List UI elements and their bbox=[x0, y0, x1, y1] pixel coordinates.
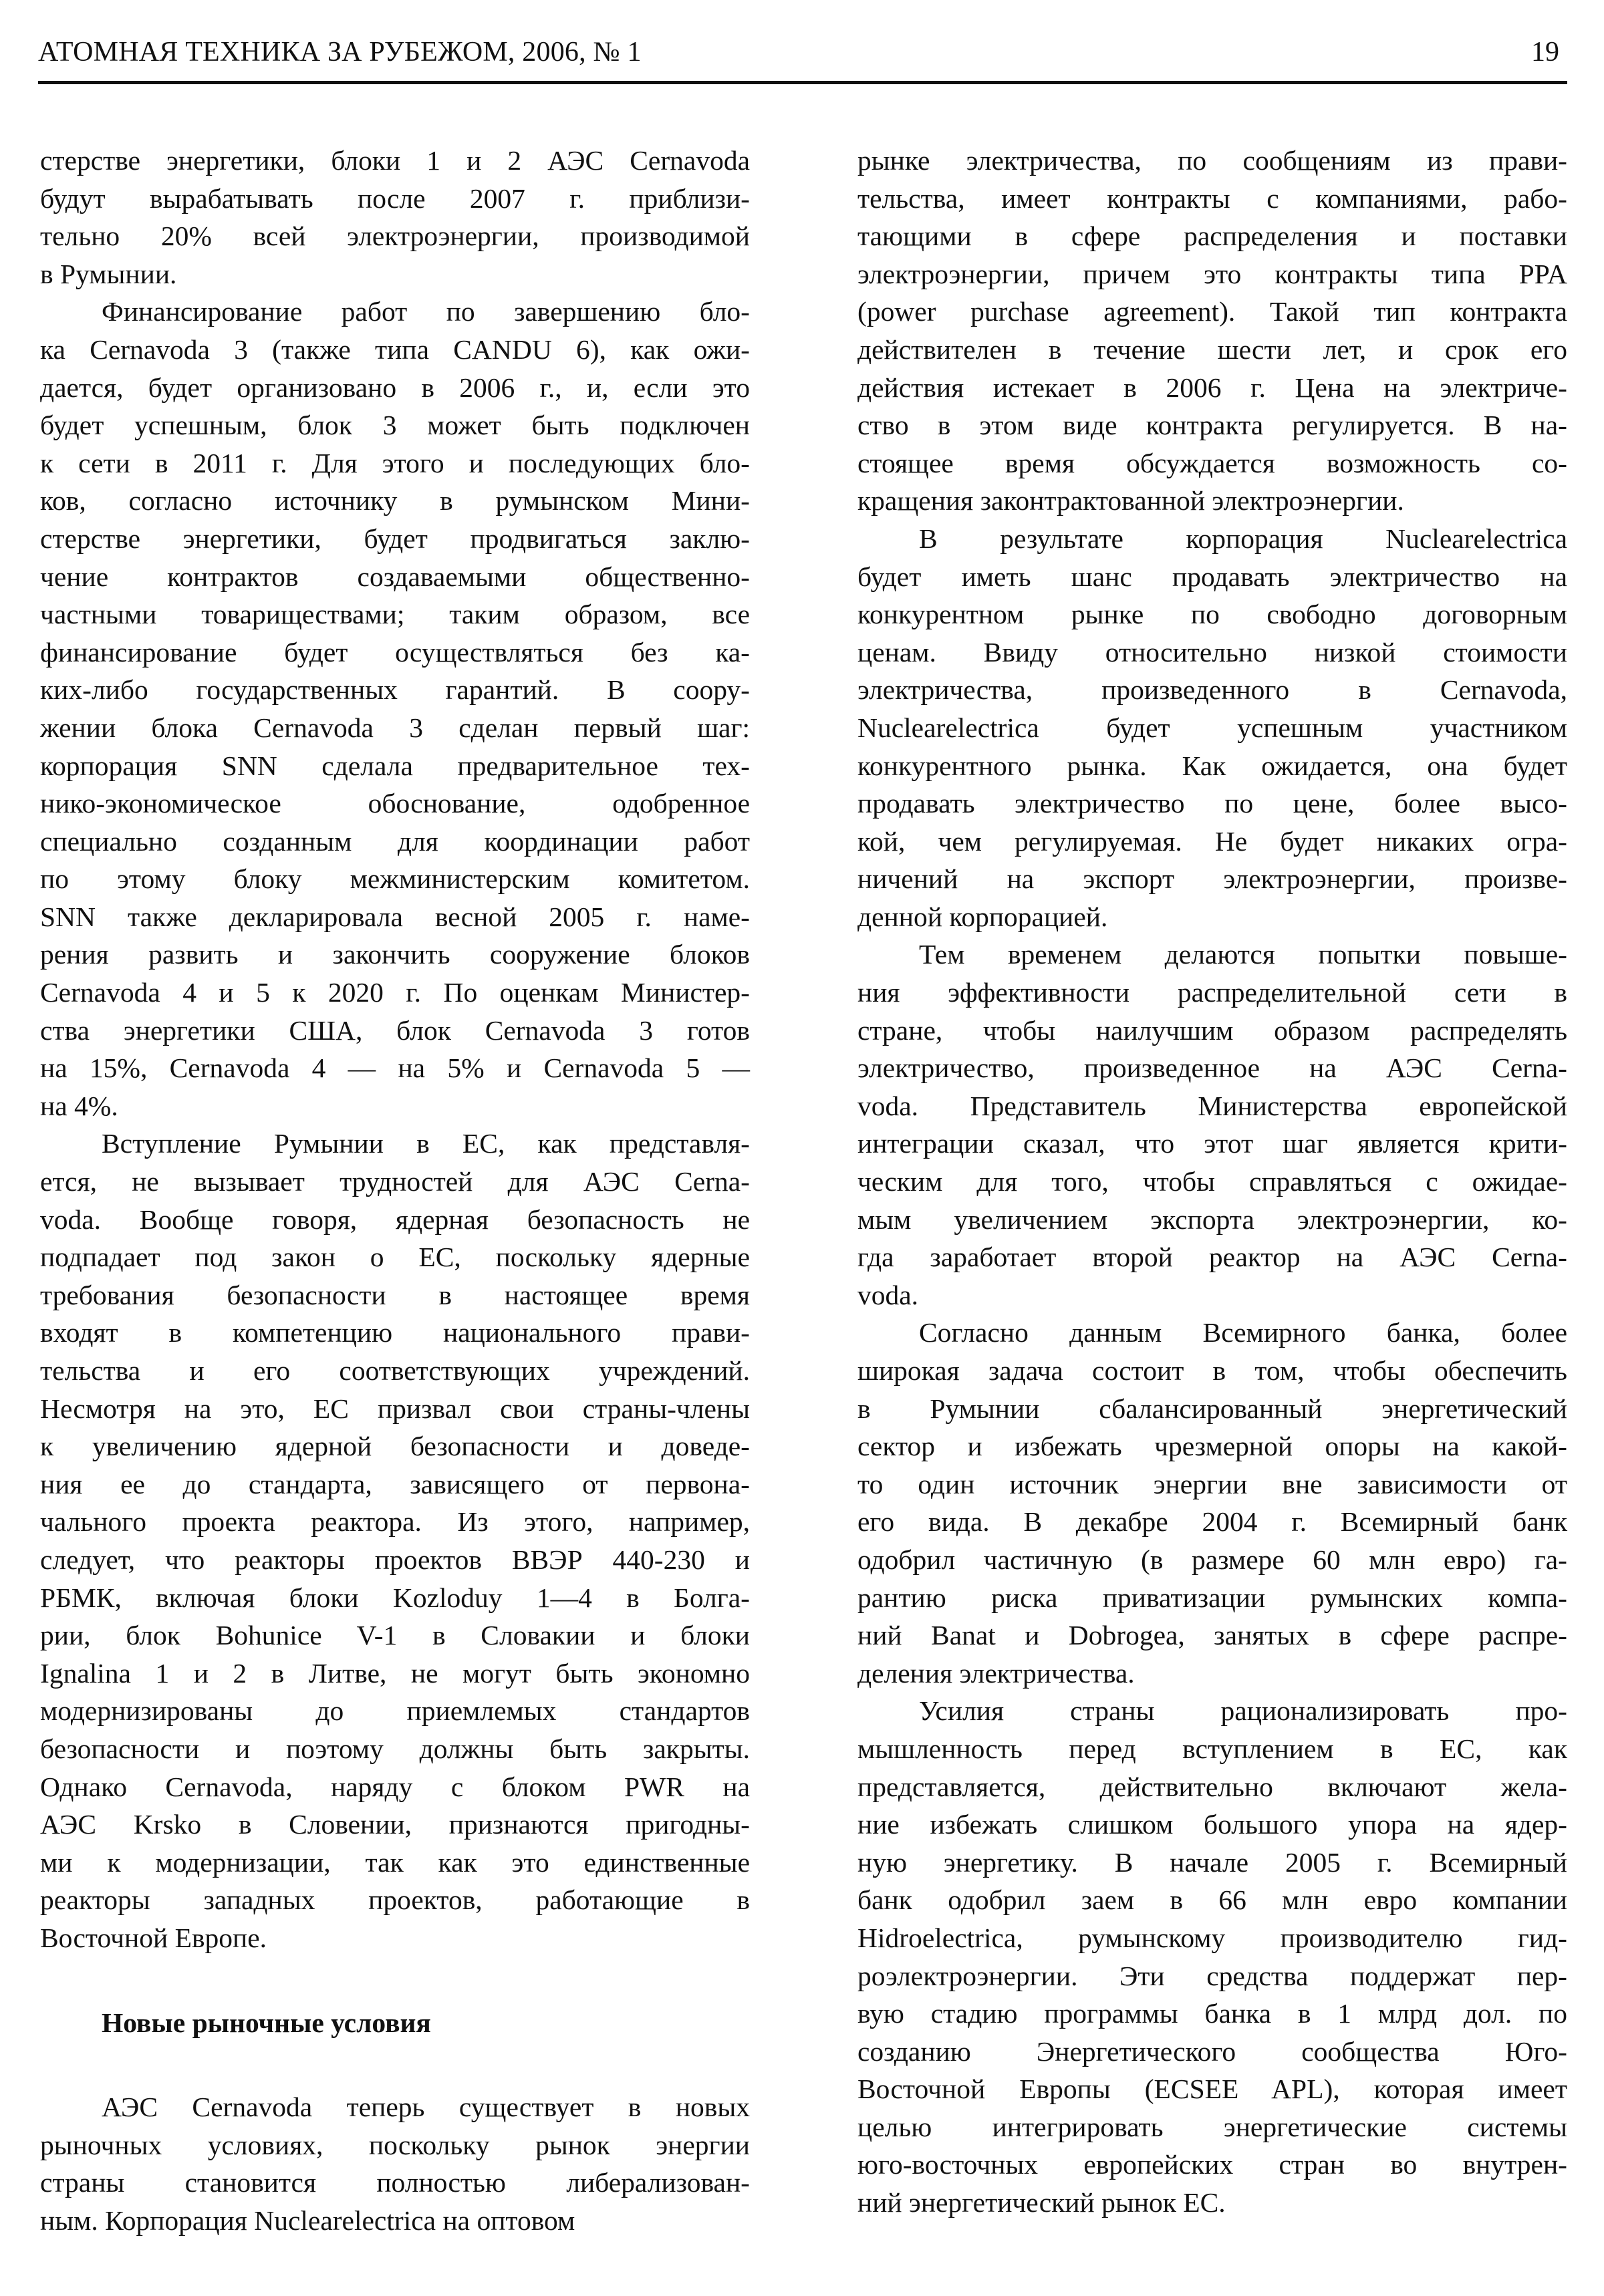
text-line: В результате корпорация Nuclearelectrica bbox=[919, 523, 1567, 554]
text-line: ство в этом виде контракта регулируется. В на- bbox=[857, 410, 1567, 441]
running-header bbox=[38, 33, 1567, 80]
text-line: безопасности и поэтому должны быть закрыты. bbox=[40, 1733, 750, 1764]
text-line: электричество, произведенное на АЭС Cerna- bbox=[857, 1052, 1567, 1084]
text-line: АЭС Krsko в Словении, признаются пригодны- bbox=[40, 1809, 750, 1840]
text-line: одобрил частичную (в размере 60 млн евро) га- bbox=[857, 1544, 1567, 1575]
left-paragraphs bbox=[40, 142, 750, 1957]
text-line: подпадает под закон о ЕС, поскольку ядерные bbox=[40, 1242, 750, 1273]
text-line: в Румынии сбалансированный энергетический bbox=[857, 1393, 1567, 1424]
text-line: тельства, имеет контракты с компаниями, рабо- bbox=[857, 182, 1567, 214]
text-line: широкая задача состоит в том, чтобы обеспечить bbox=[857, 1355, 1567, 1386]
text-line: следует, что реакторы проектов ВВЭР 440-230 и bbox=[40, 1544, 750, 1575]
text-line: ния ее до стандарта, зависящего от первона- bbox=[40, 1468, 750, 1499]
text-line: стерстве энергетики, будет продвигаться заклю- bbox=[40, 523, 750, 554]
text-line: модернизированы до приемлемых стандартов bbox=[40, 1695, 750, 1727]
heading-gap bbox=[40, 1957, 750, 2004]
text-line: входят в компетенцию национального прави- bbox=[40, 1317, 750, 1348]
text-line: корпорация SNN сделала предварительное тех- bbox=[40, 750, 750, 781]
text-line: Hidroelectrica, румынскому производителю гид- bbox=[857, 1922, 1567, 1953]
text-line: мышленность перед вступлением в ЕС, как bbox=[857, 1733, 1567, 1764]
text-line: ческим для того, чтобы справляться с ожидае- bbox=[857, 1166, 1567, 1197]
text-line: жении блока Cernavoda 3 сделан первый шаг: bbox=[40, 712, 750, 743]
right-column bbox=[857, 142, 1567, 2222]
text-line: на 4%. bbox=[40, 1090, 118, 1121]
text-line: voda. Вообще говоря, ядерная безопасность не bbox=[40, 1203, 750, 1235]
paragraph bbox=[40, 142, 750, 293]
text-line: конкурентного рынка. Как ожидается, она будет bbox=[857, 750, 1567, 781]
text-line: юго-восточных европейских стран во внутрен- bbox=[857, 2149, 1567, 2180]
text-line: стране, чтобы наилучшим образом распределять bbox=[857, 1014, 1567, 1046]
paragraph bbox=[40, 1125, 750, 1957]
paragraph bbox=[857, 936, 1567, 1314]
text-line: Вступление Румынии в ЕС, как представля- bbox=[102, 1128, 750, 1159]
text-line: чального проекта реактора. Из этого, например, bbox=[40, 1506, 750, 1538]
page-number: 19 bbox=[1531, 37, 1559, 67]
text-line: представляется, действительно включают жела- bbox=[857, 1771, 1567, 1802]
text-line: электроэнергии, причем это контракты типа PPA bbox=[857, 258, 1567, 289]
text-line: Восточной Европы (ECSEE APL), которая имеет bbox=[857, 2073, 1567, 2105]
text-line: к сети в 2011 г. Для этого и последующих бло- bbox=[40, 447, 750, 478]
text-line: тельно 20% всей электроэнергии, производимой bbox=[40, 221, 750, 252]
text-line: действителен в течение шести лет, и срок его bbox=[857, 333, 1567, 365]
text-line: продавать электричество по цене, более высо- bbox=[857, 788, 1567, 819]
header-rule bbox=[38, 81, 1567, 84]
text-line: ний Banat и Dobrogea, занятых в сфере распре- bbox=[857, 1620, 1567, 1651]
text-line: РБМК, включая блоки Kozloduy 1—4 в Болга- bbox=[40, 1582, 750, 1613]
text-line: АЭС Cernavoda теперь существует в новых bbox=[102, 2092, 750, 2123]
text-line: вую стадию программы банка в 1 млрд дол. по bbox=[857, 1998, 1567, 2029]
text-line: Nuclearelectrica будет успешным участником bbox=[857, 712, 1567, 743]
text-line: будет иметь шанс продавать электричество на bbox=[857, 561, 1567, 592]
text-line: денной корпорацией. bbox=[857, 901, 1108, 932]
paragraph bbox=[857, 142, 1567, 520]
text-line: тающими в сфере распределения и поставки bbox=[857, 221, 1567, 252]
text-line: ние избежать слишком большого упора на ядер- bbox=[857, 1809, 1567, 1840]
text-line: роэлектроэнергии. Эти средства поддержат пер- bbox=[857, 1960, 1567, 1991]
text-line: электричества, произведенного в Cernavoda, bbox=[857, 674, 1567, 706]
left-column bbox=[40, 142, 750, 2239]
text-line: Восточной Европе. bbox=[40, 1922, 267, 1953]
text-line: гда заработает второй реактор на АЭС Cerna- bbox=[857, 1242, 1567, 1273]
text-line: ничений на экспорт электроэнергии, произве- bbox=[857, 863, 1567, 895]
paragraph bbox=[857, 520, 1567, 936]
text-line: созданию Энергетического сообщества Юго- bbox=[857, 2035, 1567, 2067]
text-line: Ignalina 1 и 2 в Литве, не могут быть экономно bbox=[40, 1657, 750, 1689]
text-line: деления электричества. bbox=[857, 1657, 1135, 1689]
text-line: (power purchase agreement). Такой тип контракта bbox=[857, 296, 1567, 327]
text-line: стоящее время обсуждается возможность со- bbox=[857, 447, 1567, 478]
text-line: реакторы западных проектов, работающие в bbox=[40, 1884, 750, 1916]
text-line: то один источник энергии вне зависимости от bbox=[857, 1468, 1567, 1499]
text-line: ких-либо государственных гарантий. В соору- bbox=[40, 674, 750, 706]
text-line: рыночных условиях, поскольку рынок энергии bbox=[40, 2129, 750, 2160]
paragraph bbox=[857, 1314, 1567, 1692]
text-line: ми к модернизации, так как это единственные bbox=[40, 1846, 750, 1878]
text-line: частными товариществами; таким образом, все bbox=[40, 599, 750, 630]
text-line: интеграции сказал, что этот шаг является крити- bbox=[857, 1128, 1567, 1159]
heading-gap bbox=[40, 2041, 750, 2088]
text-line: к увеличению ядерной безопасности и доведе- bbox=[40, 1431, 750, 1462]
text-line: на 15%, Cernavoda 4 — на 5% и Cernavoda 5 — bbox=[40, 1052, 750, 1084]
text-line: кращения законтрактованной электроэнергии. bbox=[857, 485, 1404, 517]
text-line: ков, согласно источнику в румынском Мини- bbox=[40, 485, 750, 517]
text-line: Финансирование работ по завершению бло- bbox=[102, 296, 750, 327]
text-line: тельства и его соответствующих учреждений. bbox=[40, 1355, 750, 1386]
text-line: Однако Cernavoda, наряду с блоком PWR на bbox=[40, 1771, 750, 1802]
text-line: рынке электричества, по сообщениям из прави- bbox=[857, 145, 1567, 176]
text-line: чение контрактов создаваемыми общественно- bbox=[40, 561, 750, 592]
right-paragraphs bbox=[857, 142, 1567, 2222]
text-line: рантию риска приватизации румынских компа- bbox=[857, 1582, 1567, 1613]
text-line: конкурентном рынке по свободно договорным bbox=[857, 599, 1567, 630]
text-line: будут вырабатывать после 2007 г. приблизи- bbox=[40, 182, 750, 214]
text-line: специально созданным для координации работ bbox=[40, 825, 750, 857]
paragraph bbox=[857, 1692, 1567, 2221]
text-line: Cernavoda 4 и 5 к 2020 г. По оценкам Министер- bbox=[40, 977, 750, 1008]
text-line: мым увеличением экспорта электроэнергии, ко- bbox=[857, 1203, 1567, 1235]
text-line: страны становится полностью либерализован- bbox=[40, 2167, 750, 2198]
text-line: по этому блоку межминистерским комитетом. bbox=[40, 863, 750, 895]
text-line: ным. Корпорация Nuclearelectrica на оптовом bbox=[40, 2204, 575, 2236]
text-line: ства энергетики США, блок Cernavoda 3 готов bbox=[40, 1014, 750, 1046]
text-line: ка Cernavoda 3 (также типа CANDU 6), как ожи- bbox=[40, 333, 750, 365]
journal-title: АТОМНАЯ ТЕХНИКА ЗА РУБЕЖОМ, 2006, № 1 bbox=[38, 37, 642, 67]
text-line: Согласно данным Всемирного банка, более bbox=[919, 1317, 1567, 1348]
text-line: voda. Представитель Министерства европейской bbox=[857, 1090, 1567, 1121]
text-line: требования безопасности в настоящее время bbox=[40, 1279, 750, 1310]
text-line: ний энергетический рынок ЕС. bbox=[857, 2187, 1226, 2218]
text-line: Тем временем делаются попытки повыше- bbox=[919, 939, 1567, 970]
text-line: ется, не вызывает трудностей для АЭС Cerna- bbox=[40, 1166, 750, 1197]
text-line: Несмотря на это, ЕС призвал свои страны-члены bbox=[40, 1393, 750, 1424]
text-line: SNN также декларировала весной 2005 г. наме- bbox=[40, 901, 750, 932]
text-line: ную энергетику. В начале 2005 г. Всемирный bbox=[857, 1846, 1567, 1878]
text-line: ценам. Ввиду относительно низкой стоимости bbox=[857, 636, 1567, 668]
text-line: банк одобрил заем в 66 млн евро компании bbox=[857, 1884, 1567, 1916]
text-line: рения развить и закончить сооружение блоков bbox=[40, 939, 750, 970]
text-line: рии, блок Bohunice V-1 в Словакии и блоки bbox=[40, 1620, 750, 1651]
text-line: voda. bbox=[857, 1279, 919, 1310]
text-line: ния эффективности распределительной сети в bbox=[857, 977, 1567, 1008]
text-line: действия истекает в 2006 г. Цена на электриче- bbox=[857, 372, 1567, 403]
text-line: нико-экономическое обоснование, одобренное bbox=[40, 788, 750, 819]
paragraph bbox=[40, 2088, 750, 2239]
text-line: финансирование будет осуществляться без ка- bbox=[40, 636, 750, 668]
text-line: кой, чем регулируемая. Не будет никаких огра- bbox=[857, 825, 1567, 857]
text-line: стерстве энергетики, блоки 1 и 2 АЭС Cernavoda bbox=[40, 145, 750, 176]
text-line: его вида. В декабре 2004 г. Всемирный банк bbox=[857, 1506, 1567, 1538]
text-line: дается, будет организовано в 2006 г., и, если это bbox=[40, 372, 750, 403]
section-heading: Новые рыночные условия bbox=[102, 2007, 431, 2038]
after-heading-paragraph bbox=[40, 2088, 750, 2239]
text-line: целью интегрировать энергетические системы bbox=[857, 2111, 1567, 2142]
text-line: Усилия страны рационализировать про- bbox=[919, 1695, 1567, 1727]
text-line: сектор и избежать чрезмерной опоры на какой- bbox=[857, 1431, 1567, 1462]
text-line: в Румынии. bbox=[40, 258, 177, 289]
paragraph bbox=[40, 293, 750, 1125]
text-line: будет успешным, блок 3 может быть подключен bbox=[40, 410, 750, 441]
